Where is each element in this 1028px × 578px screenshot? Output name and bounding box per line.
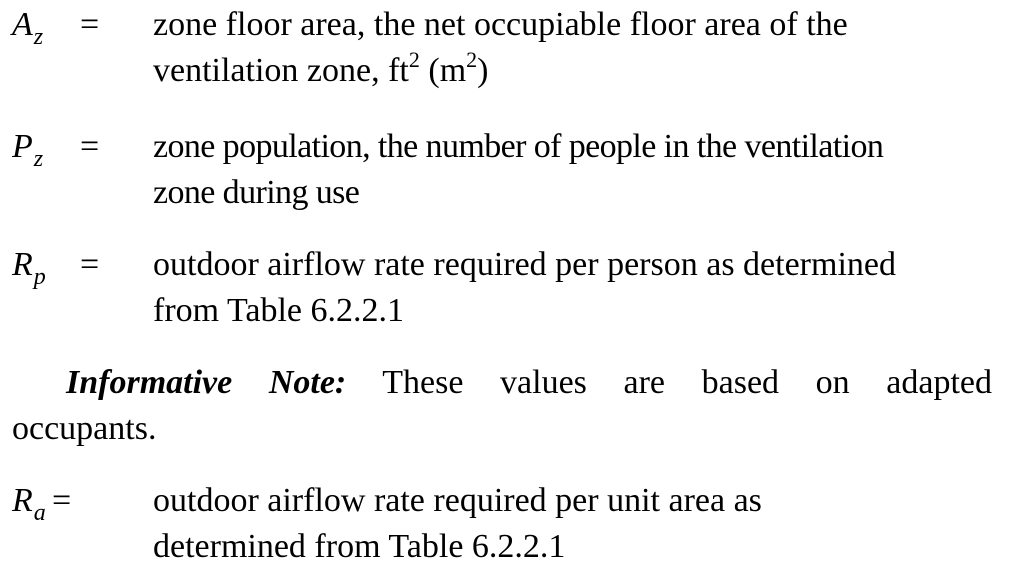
definition-zone-floor-area: [0, 2, 1028, 102]
definition-zone-population: [0, 124, 1028, 224]
definition-rate-per-area: [0, 478, 1028, 578]
note-label: Informative Note:: [66, 364, 347, 401]
note-text: These values are based on adapted: [346, 364, 992, 401]
equals-sign: =: [80, 6, 100, 43]
informative-note: [12, 360, 992, 452]
definition-text: outdoor airflow rate required per person as determined from Table 6.2.2.1: [153, 246, 896, 329]
symbol-pz: $P_z$: [12, 128, 44, 172]
definition-text: outdoor airflow rate required per unit area as determined from Table 6.2.2.1: [153, 482, 762, 565]
equals-sign: =: [80, 246, 100, 283]
symbol-rp: $R_p$: [12, 246, 46, 290]
definition-text: zone floor area, the net occupiable floor area of the ventilation zone, $ft^2$ $(m^2)$: [153, 6, 848, 89]
note-text-continued: occupants.: [12, 410, 157, 447]
symbol-az: $A_z$: [12, 6, 44, 50]
definition-text: zone population, the number of people in the ventilation zone during use: [153, 128, 884, 211]
equals-sign: =: [80, 128, 100, 165]
definition-rate-per-person: [0, 242, 1028, 342]
symbol-ra: $R_a$: [12, 482, 46, 526]
equals-sign: =: [52, 482, 72, 519]
